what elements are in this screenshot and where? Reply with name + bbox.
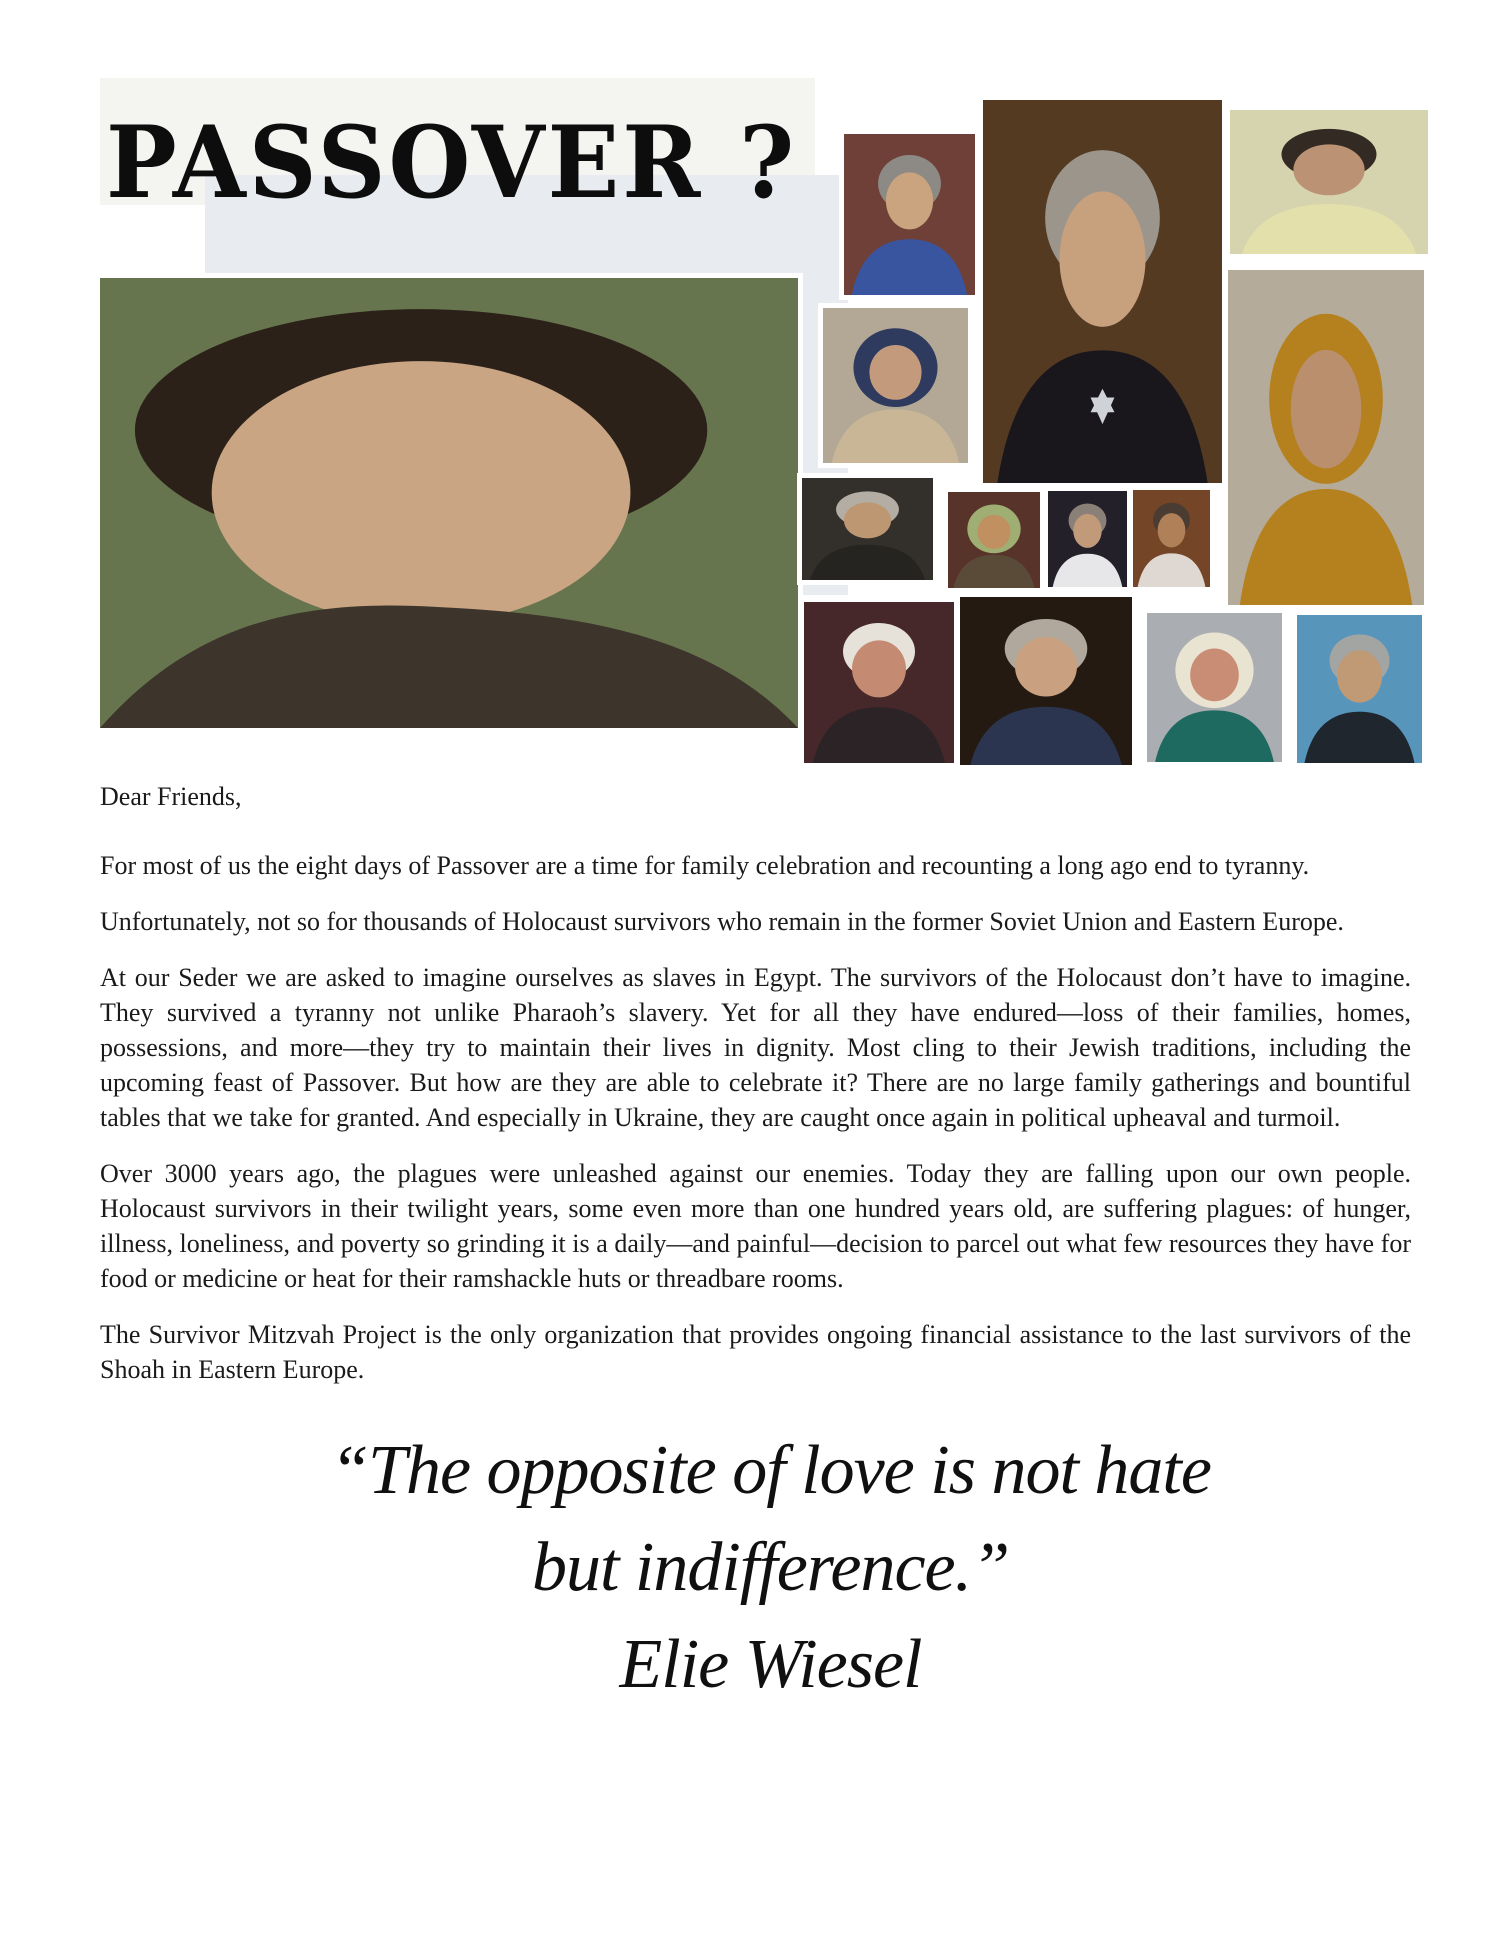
elie-wiesel-quote <box>100 1422 1411 1713</box>
letter-paragraph: The Survivor Mitzvah Project is the only organization that provides ongoing financial assistance to the last survivors of the Shoah in Eastern Europe. <box>100 1320 1411 1384</box>
survivor-photo-green-scarf-woman <box>948 492 1040 588</box>
survivor-photo-dark-hair-woman <box>1133 490 1210 587</box>
letter-paragraph: At our Seder we are asked to imagine ourselves as slaves in Egypt. The survivors of the Holocaust don’t have to imagine. They survived a tyranny not unlike Pharaoh’s slavery. Yet for all they have endured—loss of their families, homes, possessions, and more—they try to maintain their lives in dignity. Most cling to their Jewish traditions, including the upcoming feast of Passover. But how are they are able to celebrate it? There are no large family gatherings and bountiful tables that we take for granted. And especially in Ukraine, they are caught once again in political upheaval and turmoil. <box>100 963 1411 1132</box>
survivor-photo-white-hair-woman <box>804 602 954 763</box>
survivor-photo-yellow-woman <box>1230 110 1428 254</box>
survivor-photo-mustard-woman <box>1228 270 1424 605</box>
letter-paragraphs <box>100 848 1411 1387</box>
survivor-photo-white-scarf-woman <box>1147 613 1282 762</box>
letter-salutation: Dear Friends, <box>100 782 242 811</box>
survivor-photo-plaid-man <box>844 134 975 295</box>
letter-paragraph: For most of us the eight days of Passover are a time for family celebration and recounting a long ago end to tyranny. <box>100 851 1310 880</box>
survivor-photo-balding-man <box>960 597 1132 765</box>
survivor-photo-blouse-woman <box>1048 491 1127 587</box>
quote-line-1: “The opposite of love is not hate <box>330 1432 1211 1509</box>
survivor-photo-survivor-large <box>100 278 798 728</box>
letter-body <box>100 779 1411 1713</box>
survivor-photo-star-woman <box>983 100 1222 483</box>
quote-line-2: but indifference.” <box>531 1529 1010 1606</box>
page-title: PASSOVER ? <box>106 104 798 222</box>
survivor-photo-headscarf-woman <box>823 308 968 463</box>
survivor-photo-gray-man <box>802 478 933 580</box>
letter-paragraph: Unfortunately, not so for thousands of Holocaust survivors who remain in the former Soviet Union and Eastern Europe. <box>100 907 1344 936</box>
survivor-photo-blue-wall-man <box>1297 615 1422 763</box>
header-collage <box>0 0 1500 779</box>
quote-attribution: Elie Wiesel <box>619 1626 922 1703</box>
letter-paragraph: Over 3000 years ago, the plagues were unleashed against our enemies. Today they are falling upon our own people. Holocaust survivors in their twilight years, some even more than one hundred years old, are suffering plagues: of hunger, illness, loneliness, and poverty so grinding it is a daily—and painful—decision to parcel out what few resources they have for food or medicine or heat for their ramshackle huts or threadbare rooms. <box>100 1159 1411 1293</box>
